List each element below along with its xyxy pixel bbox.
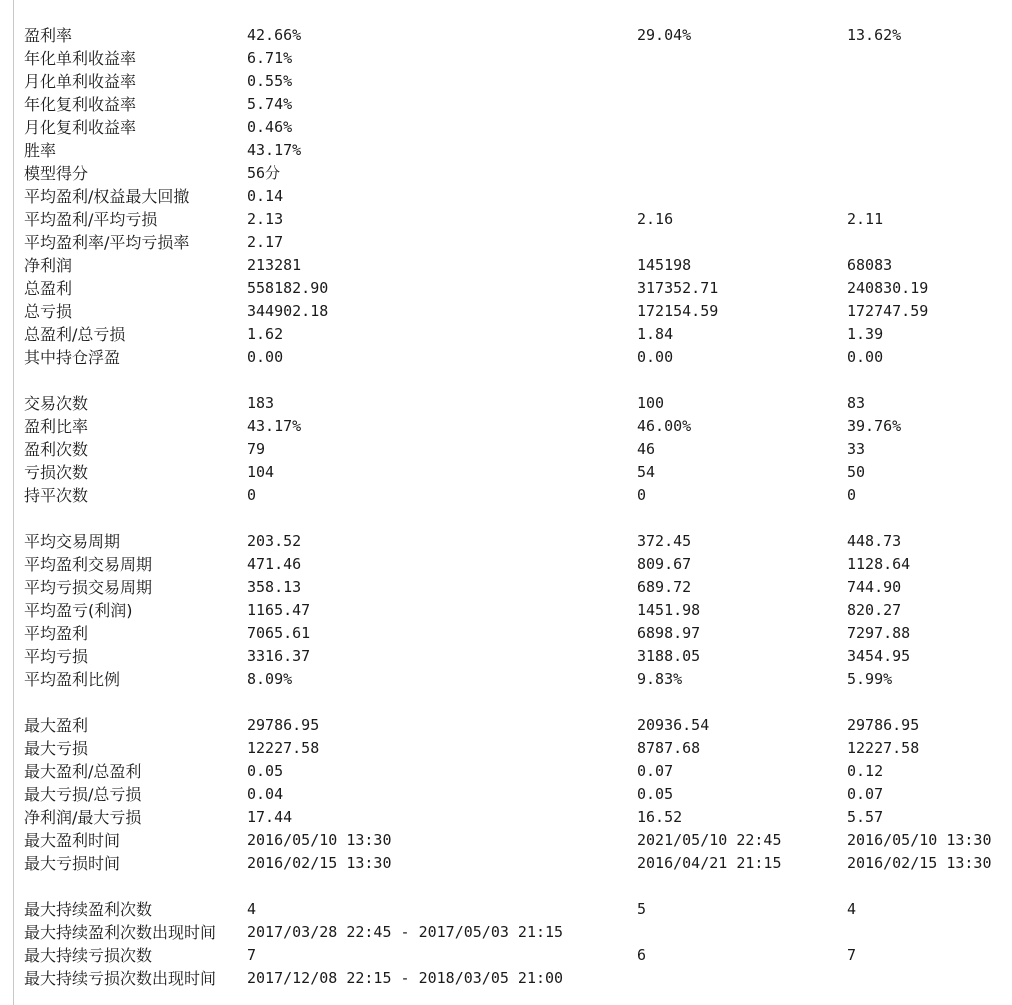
stat-label: 交易次数 — [24, 394, 89, 413]
stat-value-all: 203.52 — [247, 532, 302, 550]
stat-value-short: 68083 — [847, 256, 893, 274]
stat-value-all: 0.14 — [247, 187, 284, 205]
stat-value-all: 0.55% — [247, 72, 293, 90]
stat-row — [24, 231, 1004, 254]
stat-label: 模型得分 — [24, 164, 89, 183]
stat-value-all: 0.05 — [247, 762, 284, 780]
stat-value-long: 8787.68 — [637, 739, 701, 757]
stat-label: 总盈利 — [24, 279, 73, 298]
stat-row — [24, 93, 1004, 116]
stat-value-all: 7065.61 — [247, 624, 311, 642]
stat-value-long: 0.00 — [637, 348, 674, 366]
stat-value-long: 372.45 — [637, 532, 692, 550]
stat-value-long: 809.67 — [637, 555, 692, 573]
section-spacer — [24, 507, 1004, 530]
stat-value-all: 2.17 — [247, 233, 284, 251]
stat-row — [24, 162, 1004, 185]
stat-value-short: 50 — [847, 463, 866, 481]
stat-row — [24, 208, 1004, 231]
stat-value-short: 4 — [847, 900, 857, 918]
stat-label: 年化复利收益率 — [24, 95, 137, 114]
stat-value-all: 42.66% — [247, 26, 302, 44]
stat-row — [24, 921, 1004, 944]
stat-row — [24, 277, 1004, 300]
stat-value-long: 0.07 — [637, 762, 674, 780]
stat-label: 总亏损 — [24, 302, 73, 321]
stat-value-all: 558182.90 — [247, 279, 329, 297]
stat-value-long: 20936.54 — [637, 716, 710, 734]
stat-label: 胜率 — [24, 141, 57, 160]
stat-label: 亏损次数 — [24, 463, 89, 482]
stat-value-all: 104 — [247, 463, 275, 481]
stat-value-short: 820.27 — [847, 601, 902, 619]
stat-value-short: 7297.88 — [847, 624, 911, 642]
stat-value-long: 9.83% — [637, 670, 683, 688]
stat-value-all: 43.17% — [247, 141, 302, 159]
stat-value-all: 8.09% — [247, 670, 293, 688]
stat-value-all: 17.44 — [247, 808, 293, 826]
stat-row — [24, 645, 1004, 668]
stat-row — [24, 576, 1004, 599]
stat-label: 最大持续亏损次数 — [24, 946, 153, 965]
left-border-line — [13, 0, 14, 1005]
stat-value-all: 344902.18 — [247, 302, 329, 320]
stat-row — [24, 760, 1004, 783]
stat-value-long: 317352.71 — [637, 279, 719, 297]
stat-value-short: 12227.58 — [847, 739, 920, 757]
stat-value-long: 6 — [637, 946, 647, 964]
stat-value-all: 3316.37 — [247, 647, 311, 665]
stat-value-all: 471.46 — [247, 555, 302, 573]
stat-value-short: 0.12 — [847, 762, 884, 780]
stat-row — [24, 70, 1004, 93]
stat-row — [24, 323, 1004, 346]
stat-row — [24, 254, 1004, 277]
stat-row — [24, 530, 1004, 553]
stat-value-all: 1165.47 — [247, 601, 311, 619]
stat-label: 盈利比率 — [24, 417, 89, 436]
stat-value-long: 6898.97 — [637, 624, 701, 642]
stat-row — [24, 438, 1004, 461]
stat-label: 最大持续盈利次数 — [24, 900, 153, 919]
stat-label: 平均盈利 — [24, 624, 89, 643]
stat-value-all: 183 — [247, 394, 275, 412]
stat-row — [24, 300, 1004, 323]
stat-value-all: 12227.58 — [247, 739, 320, 757]
stat-row — [24, 185, 1004, 208]
stat-row — [24, 47, 1004, 70]
stat-label: 净利润 — [24, 256, 73, 275]
stat-row — [24, 622, 1004, 645]
stat-value-all: 2016/05/10 13:30 — [247, 831, 392, 849]
stat-label: 平均盈利/平均亏损 — [24, 210, 158, 229]
stat-value-all: 213281 — [247, 256, 302, 274]
stat-value-short: 7 — [847, 946, 857, 964]
stat-value-short: 2016/05/10 13:30 — [847, 831, 992, 849]
stat-label: 平均盈利/权益最大回撤 — [24, 187, 190, 206]
stat-value-all: 4 — [247, 900, 257, 918]
stat-value-all: 1.62 — [247, 325, 284, 343]
stat-row — [24, 24, 1004, 47]
stat-value-all: 2.13 — [247, 210, 284, 228]
stat-row — [24, 139, 1004, 162]
stat-label: 最大盈利 — [24, 716, 89, 735]
stat-value-long: 16.52 — [637, 808, 683, 826]
stat-value-long: 1451.98 — [637, 601, 701, 619]
stat-value-long: 100 — [637, 394, 665, 412]
stat-row — [24, 668, 1004, 691]
stat-value-long: 1.84 — [637, 325, 674, 343]
stat-label: 最大亏损 — [24, 739, 89, 758]
stat-row — [24, 553, 1004, 576]
stat-value-long: 145198 — [637, 256, 692, 274]
stat-value-all: 2017/03/28 22:45 - 2017/05/03 21:15 — [247, 923, 564, 941]
stat-value-short: 744.90 — [847, 578, 902, 596]
stat-label: 最大亏损时间 — [24, 854, 121, 873]
section-spacer — [24, 691, 1004, 714]
stat-value-short: 172747.59 — [847, 302, 929, 320]
stat-row — [24, 806, 1004, 829]
stat-value-all: 358.13 — [247, 578, 302, 596]
stat-value-short: 0.07 — [847, 785, 884, 803]
stat-value-all: 6.71% — [247, 49, 293, 67]
stat-value-long: 3188.05 — [637, 647, 701, 665]
stat-row — [24, 737, 1004, 760]
stat-value-long: 2016/04/21 21:15 — [637, 854, 782, 872]
section-spacer — [24, 369, 1004, 392]
stat-row — [24, 346, 1004, 369]
stat-value-long: 172154.59 — [637, 302, 719, 320]
stat-value-all: 29786.95 — [247, 716, 320, 734]
stat-label: 最大盈利时间 — [24, 831, 121, 850]
stat-label: 平均盈利交易周期 — [24, 555, 153, 574]
stat-label: 总盈利/总亏损 — [24, 325, 126, 344]
stat-value-all: 0.00 — [247, 348, 284, 366]
stat-value-all: 43.17% — [247, 417, 302, 435]
stat-label: 持平次数 — [24, 486, 89, 505]
stat-label: 月化单利收益率 — [24, 72, 137, 91]
stat-value-long: 689.72 — [637, 578, 692, 596]
stat-value-all: 7 — [247, 946, 257, 964]
stat-label: 最大持续盈利次数出现时间 — [24, 923, 217, 942]
stat-value-long: 46 — [637, 440, 656, 458]
stat-row — [24, 944, 1004, 967]
stat-label: 盈利率 — [24, 26, 73, 45]
stat-row — [24, 415, 1004, 438]
section-spacer — [24, 875, 1004, 898]
statistics-report — [24, 24, 1004, 990]
stat-label: 平均盈利率/平均亏损率 — [24, 233, 190, 252]
stat-value-all: 5.74% — [247, 95, 293, 113]
stat-value-short: 39.76% — [847, 417, 902, 435]
stat-value-long: 0.05 — [637, 785, 674, 803]
stat-label: 最大持续亏损次数出现时间 — [24, 969, 217, 988]
stat-label: 月化复利收益率 — [24, 118, 137, 137]
stat-label: 盈利次数 — [24, 440, 89, 459]
stat-value-short: 2016/02/15 13:30 — [847, 854, 992, 872]
stat-label: 年化单利收益率 — [24, 49, 137, 68]
stat-value-short: 83 — [847, 394, 866, 412]
stat-value-short: 240830.19 — [847, 279, 929, 297]
stat-value-long: 2021/05/10 22:45 — [637, 831, 782, 849]
stat-value-short: 13.62% — [847, 26, 902, 44]
stat-value-short: 5.57 — [847, 808, 884, 826]
stat-value-all: 2016/02/15 13:30 — [247, 854, 392, 872]
stat-label: 最大盈利/总盈利 — [24, 762, 142, 781]
stat-row — [24, 461, 1004, 484]
stat-value-short: 29786.95 — [847, 716, 920, 734]
stat-label: 平均盈利比例 — [24, 670, 121, 689]
stat-row — [24, 599, 1004, 622]
stat-value-long: 29.04% — [637, 26, 692, 44]
stat-value-short: 0 — [847, 486, 857, 504]
stat-row — [24, 783, 1004, 806]
stat-row — [24, 852, 1004, 875]
stat-value-all: 2017/12/08 22:15 - 2018/03/05 21:00 — [247, 969, 564, 987]
stat-value-short: 1128.64 — [847, 555, 911, 573]
stat-value-short: 3454.95 — [847, 647, 911, 665]
stat-value-all: 0.46% — [247, 118, 293, 136]
stat-value-long: 0 — [637, 486, 647, 504]
stat-label: 平均亏损 — [24, 647, 89, 666]
stat-value-long: 5 — [637, 900, 647, 918]
stat-row — [24, 116, 1004, 139]
stat-label: 平均亏损交易周期 — [24, 578, 153, 597]
stat-row — [24, 714, 1004, 737]
stat-label: 平均盈亏(利润) — [24, 601, 133, 620]
stat-value-long: 46.00% — [637, 417, 692, 435]
stat-label: 最大亏损/总亏损 — [24, 785, 142, 804]
stat-value-long: 2.16 — [637, 210, 674, 228]
stat-value-all: 56分 — [247, 164, 281, 182]
stat-label: 平均交易周期 — [24, 532, 121, 551]
stat-value-all: 0.04 — [247, 785, 284, 803]
stat-row — [24, 829, 1004, 852]
stat-value-all: 79 — [247, 440, 266, 458]
stat-value-short: 2.11 — [847, 210, 884, 228]
stat-value-short: 1.39 — [847, 325, 884, 343]
stat-label: 其中持仓浮盈 — [24, 348, 121, 367]
stat-value-all: 0 — [247, 486, 257, 504]
stat-value-long: 54 — [637, 463, 656, 481]
stat-value-short: 33 — [847, 440, 866, 458]
stat-label: 净利润/最大亏损 — [24, 808, 142, 827]
stat-row — [24, 898, 1004, 921]
stat-value-short: 448.73 — [847, 532, 902, 550]
stat-value-short: 0.00 — [847, 348, 884, 366]
stat-value-short: 5.99% — [847, 670, 893, 688]
stat-row — [24, 967, 1004, 990]
stat-row — [24, 484, 1004, 507]
stat-row — [24, 392, 1004, 415]
